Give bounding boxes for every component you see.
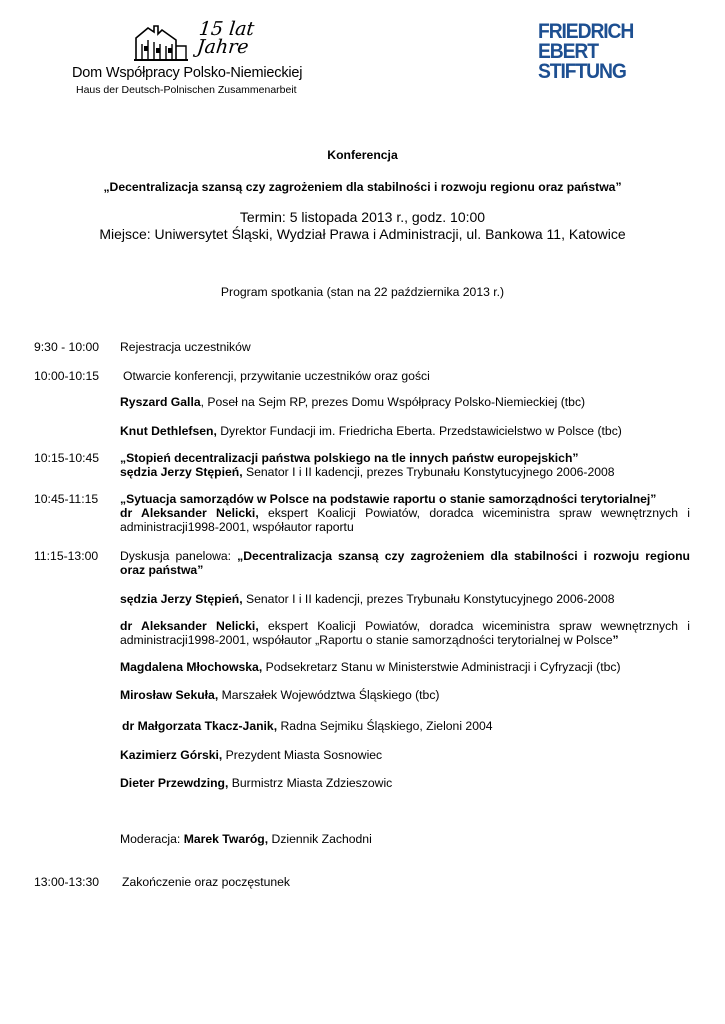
conference-kicker: Konferencja xyxy=(327,148,398,162)
fes-logo xyxy=(538,22,653,82)
speaker-name: sędzia Jerzy Stępień, xyxy=(120,592,243,606)
anniversary-line2: Jahre xyxy=(195,36,250,58)
session-time: 11:15-13:00 xyxy=(34,549,99,563)
speaker-name: Ryszard Galla xyxy=(120,395,201,409)
speaker-desc: Marszałek Województwa Śląskiego (tbc) xyxy=(218,688,440,702)
org-name-de: Haus der Deutsch-Polnischen Zusammenarbeit xyxy=(76,84,297,96)
speaker-name: dr Aleksander Nelicki, xyxy=(120,506,259,520)
speaker-entry xyxy=(120,424,690,438)
panel-intro: Dyskusja panelowa: xyxy=(120,549,238,563)
fes-logo-line3: STIFTUNG xyxy=(538,60,626,83)
speaker-entry xyxy=(120,748,690,762)
session-title: „Stopień decentralizacji państwa polskiego na tle innych państw europejskich” xyxy=(120,451,579,465)
session-time: 9:30 - 10:00 xyxy=(34,340,100,354)
moderator-name: Marek Twaróg, xyxy=(183,832,269,846)
conference-date: Termin: 5 listopada 2013 r., godz. 10:00 xyxy=(239,209,486,225)
speaker-desc: , Poseł na Sejm RP, prezes Domu Współpracy Polsko-Niemieckiej (tbc) xyxy=(200,395,586,409)
session-time: 13:00-13:30 xyxy=(34,875,100,889)
anniversary-mark xyxy=(196,20,255,56)
speaker-entry xyxy=(120,660,690,674)
session-text: Zakończenie oraz poczęstunek xyxy=(122,875,291,889)
session-text: Otwarcie konferencji, przywitanie uczestników oraz gości xyxy=(123,369,430,383)
session-title: „Sytuacja samorządów w Polsce na podstawie raportu o stanie samorządności terytorialnej” xyxy=(120,492,657,506)
speaker-name: dr Aleksander Nelicki, xyxy=(120,619,259,633)
conference-title: „Decentralizacja szansą czy zagrożeniem dla stabilności i rozwoju regionu oraz państwa” xyxy=(103,180,622,194)
speaker-name: Dieter Przewdzing, xyxy=(120,776,229,790)
speaker-desc: Burmistrz Miasta Zdzieszowic xyxy=(228,776,393,790)
dwpn-logo xyxy=(70,18,303,98)
speaker-name: dr Małgorzata Tkacz-Janik, xyxy=(122,719,278,733)
session-time: 10:15-10:45 xyxy=(34,451,100,465)
house-emblem-icon xyxy=(132,22,192,62)
speaker-desc: Senator I i II kadencji, prezes Trybunału Konstytucyjnego 2006-2008 xyxy=(242,592,615,606)
speaker-name: sędzia Jerzy Stępień, xyxy=(120,465,243,479)
speaker-entry xyxy=(120,619,690,648)
quote-close: ” xyxy=(612,633,619,648)
speaker-desc: Podsekretarz Stanu w Ministerstwie Administracji i Cyfryzacji (tbc) xyxy=(262,660,621,674)
speaker-desc: Radna Sejmiku Śląskiego, Zieloni 2004 xyxy=(277,719,493,733)
org-name-pl: Dom Współpracy Polsko-Niemieckiej xyxy=(72,65,303,81)
speaker-entry xyxy=(120,465,690,479)
speaker-name: Knut Dethlefsen, xyxy=(120,424,217,438)
session-time: 10:45-11:15 xyxy=(34,492,99,506)
speaker-desc: ekspert Koalicji Powiatów, doradca wiceministra spraw wewnętrznych i administracji1998-2001, współautor „Raportu o stanie samorządności terytorialnej w Polsce xyxy=(120,619,691,648)
speaker-entry xyxy=(120,776,690,790)
speaker-desc: ekspert Koalicji Powiatów, doradca wiceministra spraw wewnętrznych i administracji1998-2001, współautor raportu xyxy=(120,506,691,535)
session-text: Rejestracja uczestników xyxy=(120,340,251,354)
speaker-entry xyxy=(120,395,690,409)
moderator-desc: Dziennik Zachodni xyxy=(268,832,372,846)
speaker-desc: Prezydent Miasta Sosnowiec xyxy=(222,748,383,762)
speaker-desc: Senator I i II kadencji, prezes Trybunału Konstytucyjnego 2006-2008 xyxy=(242,465,615,479)
program-note: Program spotkania (stan na 22 października 2013 r.) xyxy=(220,285,505,299)
conference-place: Miejsce: Uniwersytet Śląski, Wydział Prawa i Administracji, ul. Bankowa 11, Katowice xyxy=(99,226,626,242)
speaker-entry xyxy=(120,592,690,606)
speaker-name: Mirosław Sekuła, xyxy=(120,688,219,702)
panel-title: „Decentralizacja szansą czy zagrożeniem dla stabilności i rozwoju regionu oraz państwa” xyxy=(120,549,690,578)
fes-logo-line2: EBERT xyxy=(538,40,598,63)
moderation-label: Moderacja: xyxy=(120,832,184,846)
panel-heading xyxy=(120,549,690,578)
fes-logo-line1: FRIEDRICH xyxy=(538,20,634,43)
speaker-desc: Dyrektor Fundacji im. Friedricha Eberta. Przedstawicielstwo w Polsce (tbc) xyxy=(216,424,622,438)
speaker-name: Kazimierz Górski, xyxy=(120,748,223,762)
moderation-entry xyxy=(120,832,690,846)
speaker-entry xyxy=(122,719,692,733)
anniversary-line1: 15 lat xyxy=(197,18,256,40)
speaker-entry xyxy=(120,506,690,535)
speaker-entry xyxy=(120,688,690,702)
session-time: 10:00-10:15 xyxy=(34,369,100,383)
speaker-name: Magdalena Młochowska, xyxy=(120,660,263,674)
